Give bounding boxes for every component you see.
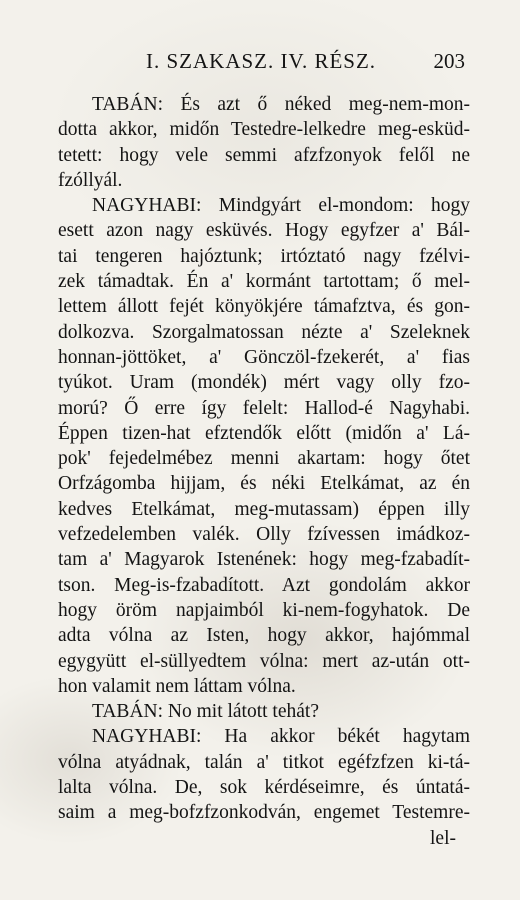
text-line: NAGYHABI: Mindgyárt el-mondom: hogy: [92, 195, 470, 217]
text-line: lalta vólna. De, sok kérdéseimre, és úntatá-: [58, 777, 470, 799]
text-line: TABÁN: És azt ő néked meg-nem-mon-: [92, 94, 470, 115]
text-line: hon valamit nem láttam vólna.: [58, 675, 296, 697]
text-line: dotta akkor, midőn Testedre-lelkedre meg-esküd-: [58, 119, 470, 141]
text-line: pok' fejedelmébez menni akartam: hogy őtet: [58, 448, 470, 470]
text-line: Éppen tizen-hat efztendők előtt (midőn a' Lá-: [58, 422, 470, 444]
text-line: saim a meg-bofzfzonkodván, engemet Testemre-: [58, 802, 470, 824]
text-line: kedves Etelkámat, meg-mutassam) éppen illy: [58, 498, 470, 520]
text-line: tam a' Magyarok Istenének: hogy meg-fzabadít-: [58, 549, 470, 571]
text-line: vefzedelemben valék. Olly fzívessen imádkoz-: [58, 524, 470, 546]
text-line: tyúkot. Uram (mondék) mért vagy olly fzo-: [58, 372, 470, 394]
text-line: fzóllyál.: [58, 169, 123, 191]
running-head: I. SZAKASZ. IV. RÉSZ.: [146, 49, 377, 73]
text-line: honnan-jöttöket, a' Gönczöl-fzekerét, a' fias: [58, 346, 470, 368]
text-line: vólna atyádnak, talán a' titkot egéfzfzen ki-tá-: [58, 751, 470, 773]
page-number: 203: [433, 49, 465, 73]
text-line: TABÁN: No mit látott tehát?: [92, 701, 319, 723]
page-header: [60, 49, 465, 79]
body-text: [58, 92, 470, 851]
text-line: tai tengeren hajóztunk; irtóztató nagy fzélvi-: [58, 245, 470, 267]
text-line: morú? Ő erre így felelt: Hallod-é Nagyhabi.: [58, 397, 470, 419]
text-line: esett azon nagy esküvés. Hogy egyfzer a' Bál-: [58, 220, 470, 242]
text-line: zek támadtak. Én a' kormánt tartottam; ő mel-: [58, 271, 470, 293]
text-line: egygyütt el-süllyedtem vólna: mert az-után ott-: [58, 650, 470, 672]
text-line: hogy öröm napjaimból ki-nem-fogyhatok. De: [58, 599, 470, 621]
text-line: lettem állott fejét könyökjére támafztva, és gon-: [58, 296, 470, 318]
text-line: tetett: hogy vele semmi afzfzonyok felől ne: [58, 144, 470, 166]
text-line: dolkozva. Szorgalmatossan nézte a' Szeleknek: [58, 321, 470, 343]
catchword: lel-: [430, 827, 456, 849]
text-line: Orfzágomba hijjam, és néki Etelkámat, az én: [58, 473, 470, 495]
text-line: tson. Meg-is-fzabadított. Azt gondolám akkor: [58, 574, 470, 596]
text-line: adta vólna az Isten, hogy akkor, hajómmal: [58, 625, 470, 647]
text-line: NAGYHABI: Ha akkor békét hagytam: [92, 726, 470, 748]
